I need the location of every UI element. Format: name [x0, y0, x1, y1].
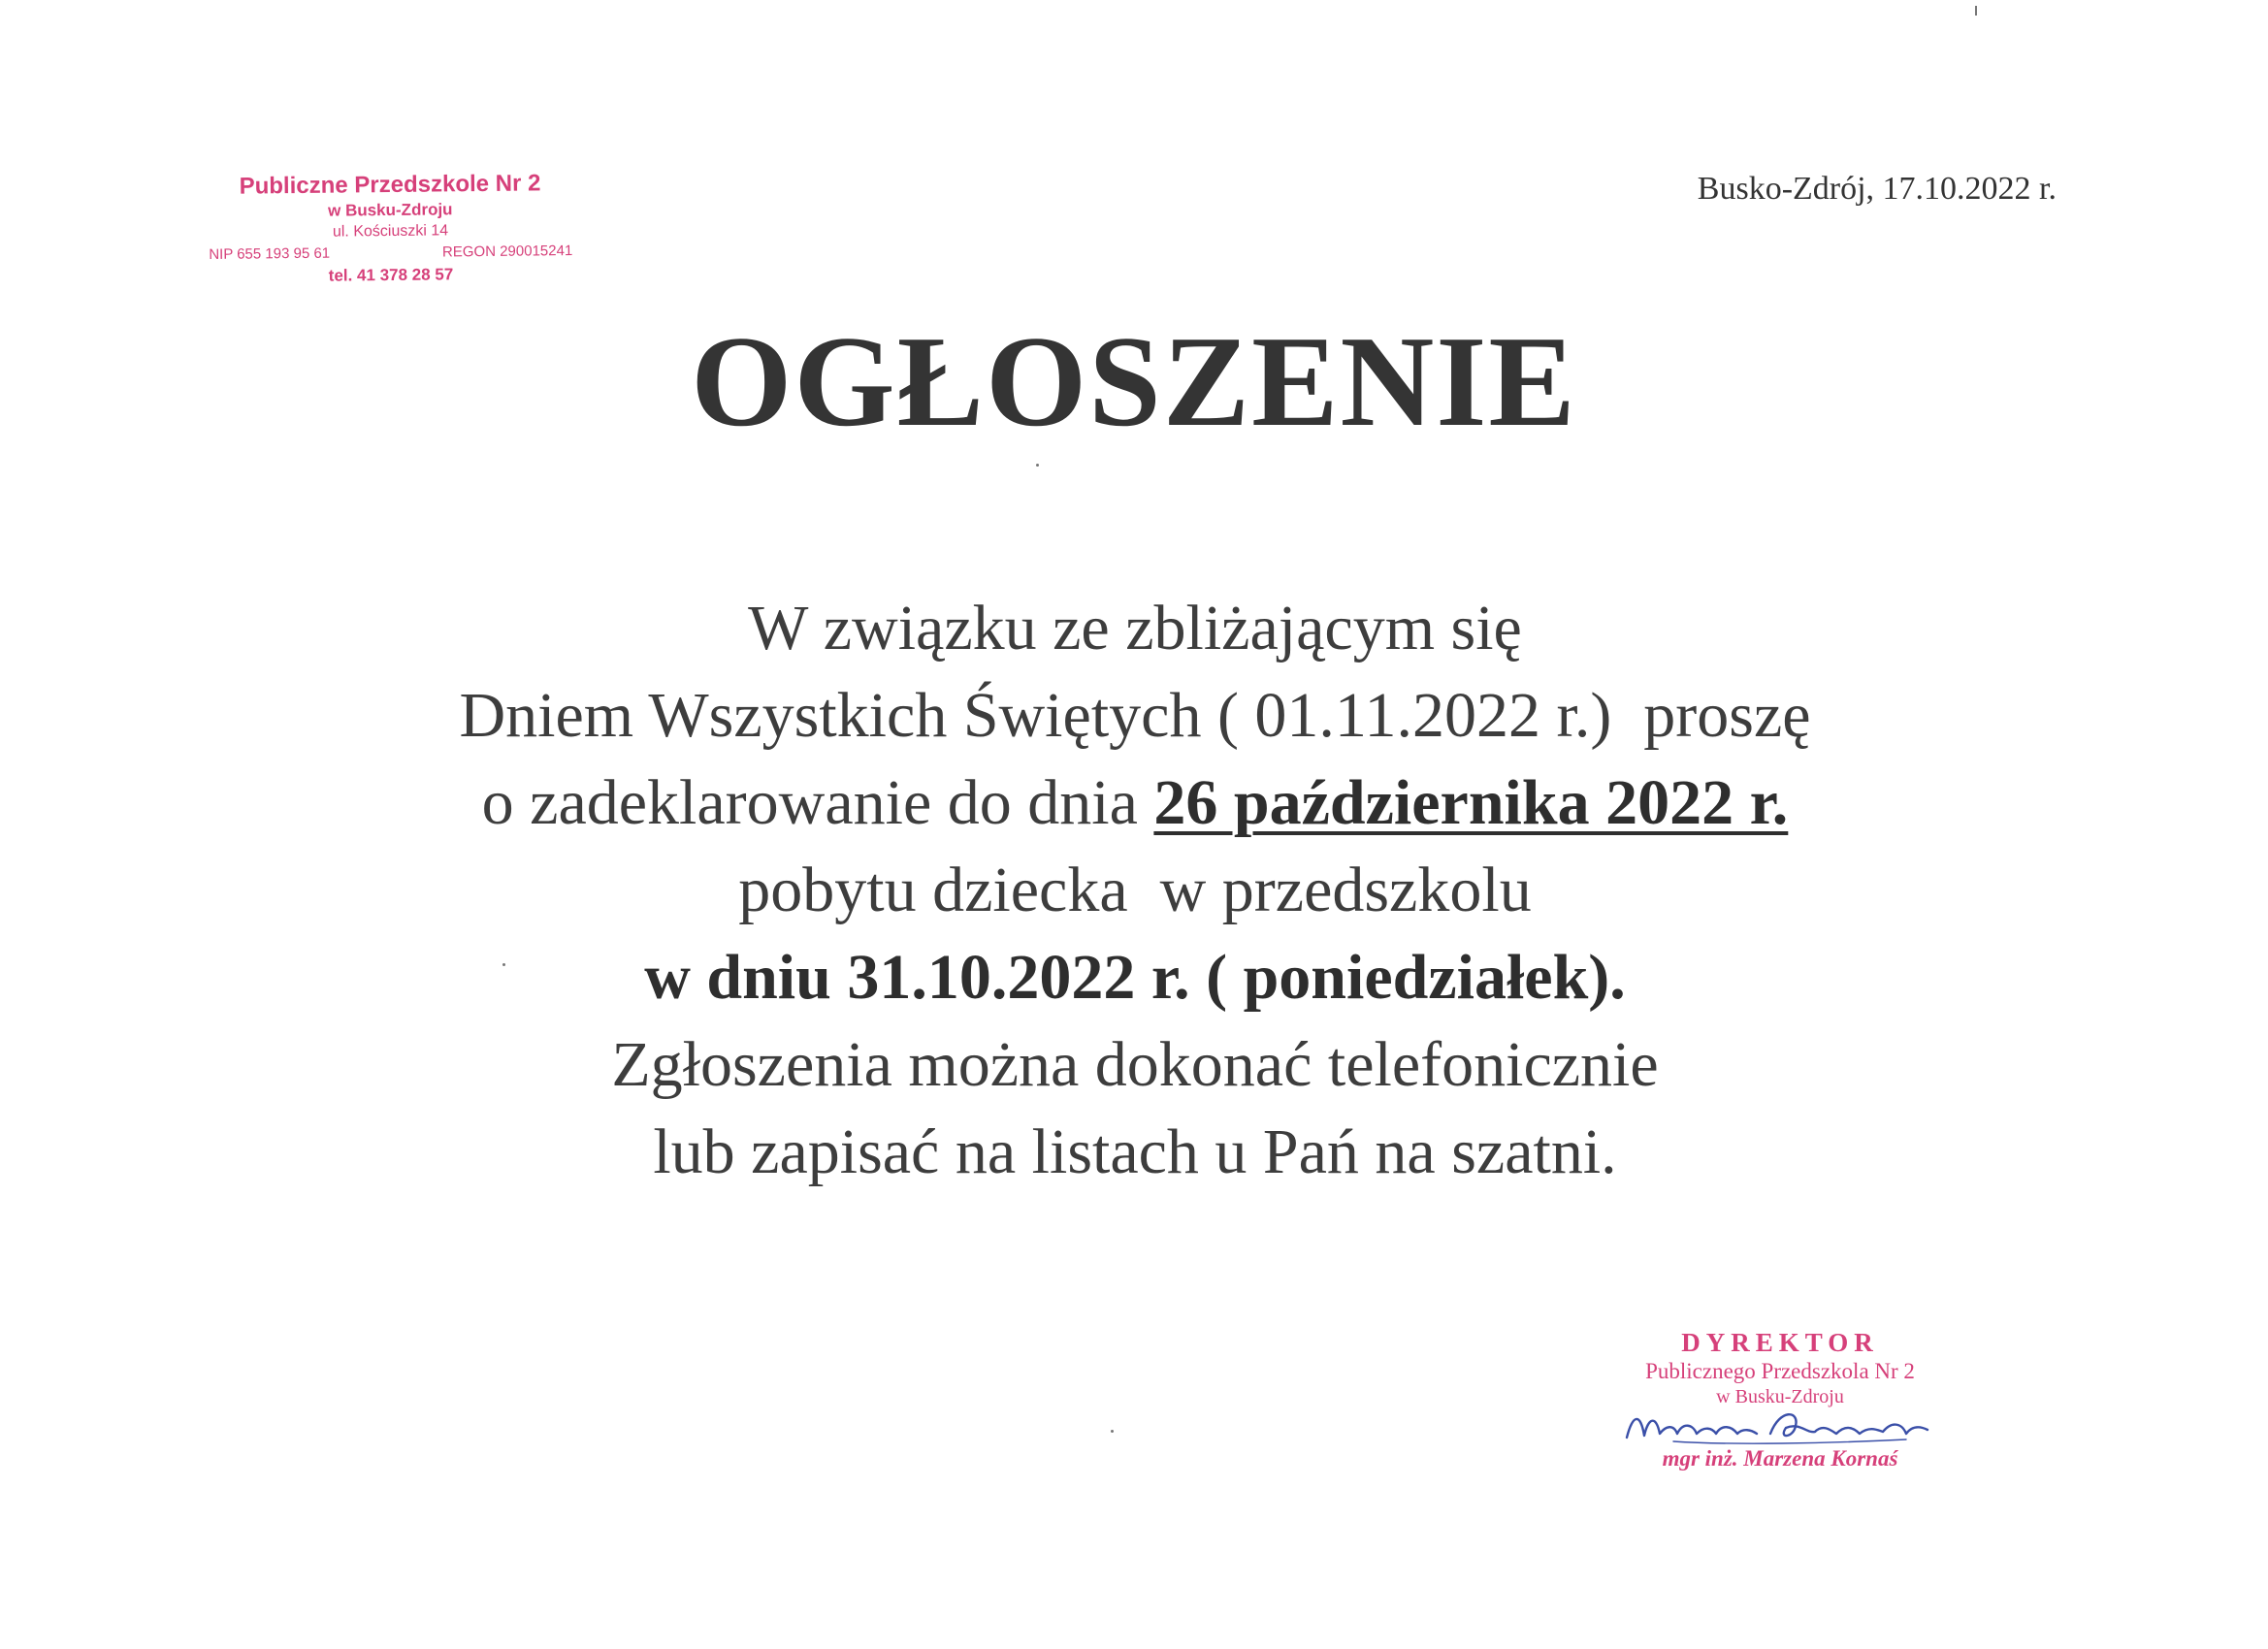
- body-line-7: lub zapisać na listach u Pań na szatni.: [653, 1116, 1617, 1187]
- handwritten-signature: [1615, 1405, 1945, 1447]
- body-line-1: W związku ze zbliżającym się: [748, 593, 1522, 663]
- announcement-title: OGŁOSZENIE: [691, 309, 1577, 453]
- scan-speck: [502, 963, 505, 966]
- director-stamp-name: mgr inż. Marzena Kornaś: [1662, 1446, 1898, 1471]
- school-stamp-address: ul. Kościuszki 14: [332, 222, 449, 241]
- deadline-date: 26 października 2022 r.: [1153, 767, 1789, 838]
- school-stamp: [208, 169, 572, 289]
- school-stamp-name: Publiczne Przedszkole Nr 2: [239, 170, 541, 200]
- director-stamp: [1591, 1327, 1969, 1472]
- announcement-body: [155, 585, 2115, 1196]
- body-line-3: [155, 760, 2115, 847]
- scan-speck: [1036, 464, 1039, 467]
- school-stamp-tel: tel. 41 378 28 57: [328, 265, 454, 285]
- director-stamp-institution: Publicznego Przedszkola Nr 2: [1645, 1359, 1915, 1383]
- director-stamp-place: w Busku-Zdroju: [1716, 1386, 1844, 1407]
- school-stamp-nip: NIP 655 193 95 61: [209, 244, 331, 263]
- place-date: Busko-Zdrój, 17.10.2022 r.: [1697, 171, 2057, 207]
- body-line-2: Dniem Wszystkich Świętych ( 01.11.2022 r.) proszę: [459, 680, 1811, 751]
- body-line-3-text: o zadeklarowanie do dnia: [481, 767, 1154, 838]
- body-line-4: pobytu dziecka w przedszkolu: [738, 855, 1532, 925]
- school-stamp-regon: REGON 290015241: [441, 242, 573, 261]
- scan-speck: [1111, 1430, 1114, 1433]
- scan-speck: [1975, 6, 1977, 16]
- school-stamp-place: w Busku-Zdroju: [327, 200, 453, 220]
- school-stamp-ids: [209, 241, 572, 266]
- director-stamp-role: DYREKTOR: [1681, 1328, 1879, 1357]
- body-line-6: Zgłoszenia można dokonać telefonicznie: [611, 1029, 1659, 1100]
- body-line-5-day: w dniu 31.10.2022 r. ( poniedziałek).: [644, 942, 1626, 1013]
